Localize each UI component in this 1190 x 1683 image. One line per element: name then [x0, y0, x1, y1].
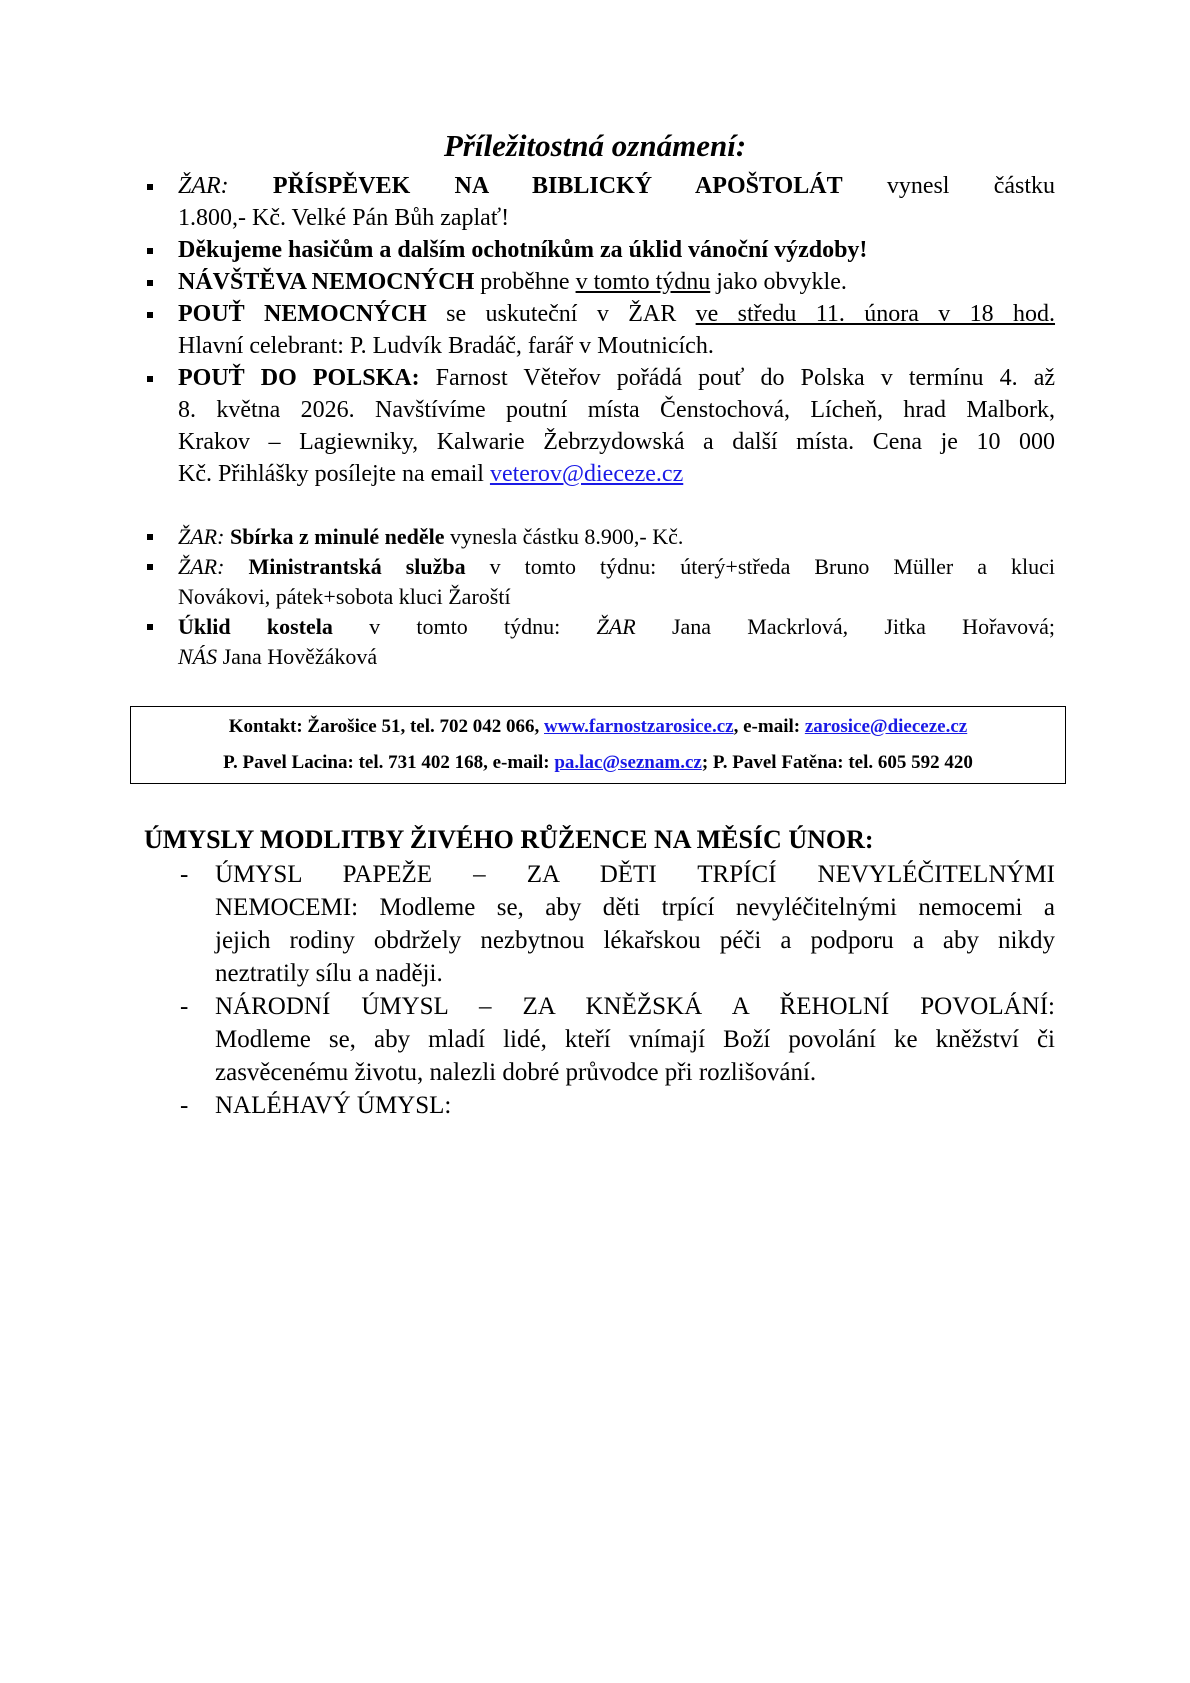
item-text: - NÁRODNÍ ÚMYSL – ZA KNĚŽSKÁ A ŘEHOLNÍ POVOLÁNÍ:	[215, 993, 1055, 1020]
item-text: - ÚMYSL PAPEŽE – ZA DĚTI TRPÍCÍ NEVYLÉČITELNÝMI	[215, 861, 1055, 888]
bold-label: PŘÍSPĚVEK NA BIBLICKÝ APOŠTOLÁT	[272, 173, 843, 199]
bold-label: Sbírka z minulé neděle	[229, 524, 445, 549]
contact-text: Kontakt: Žarošice 51, tel. 702 042 066,	[228, 716, 540, 737]
item-text: NEMOCEMI: Modleme se, aby děti trpící nevyléčitelnými nemocemi a	[215, 894, 1055, 921]
intentions-list	[180, 858, 1055, 1122]
page-title: Příležitostná oznámení:	[443, 128, 747, 163]
item-text: proběhne	[480, 269, 570, 295]
item-text: Hlavní celebrant: P. Ludvík Bradáč, farář v Moutnicích.	[178, 333, 714, 359]
list-item	[147, 234, 1055, 266]
item-text: Novákovi, pátek+sobota kluci Žaroští	[178, 584, 511, 609]
email-link[interactable]: pa.lac@seznam.cz	[554, 752, 702, 773]
item-text: 1.800,- Kč. Velké Pán Bůh zaplať!	[178, 205, 510, 231]
list-item	[147, 170, 1055, 234]
website-link[interactable]: www.farnostzarosice.cz	[544, 716, 734, 737]
item-text: 8. května 2026. Navštívíme poutní místa Čenstochová, Lícheň, hrad Malbork,	[178, 397, 1055, 423]
item-text: Farnost Věteřov pořádá pouť do Polska v termínu 4. až	[435, 365, 1056, 391]
section-title: ÚMYSLY MODLITBY ŽIVÉHO RŮŽENCE NA MĚSÍC ÚNOR:	[144, 825, 874, 854]
list-item	[147, 522, 1055, 552]
item-text: vynesla částku 8.900,- Kč.	[449, 524, 684, 549]
item-text: jako obvykle.	[716, 269, 847, 295]
prefix-label: ŽAR:	[178, 173, 229, 199]
item-text: - NALÉHAVÝ ÚMYSL:	[215, 1092, 452, 1119]
bold-label: Děkujeme hasičům a dalším ochotníkům za úklid vánoční výzdoby!	[178, 237, 868, 263]
list-item	[147, 298, 1055, 362]
item-text: Modleme se, aby mladí lidé, kteří vnímají Boží povolání ke kněžství či	[215, 1026, 1055, 1053]
bold-label: NÁVŠTĚVA NEMOCNÝCH	[178, 269, 475, 295]
item-text: se uskuteční v ŽAR	[446, 301, 677, 327]
list-item	[147, 362, 1055, 490]
bold-label: POUŤ NEMOCNÝCH	[178, 301, 427, 327]
italic-label: NÁS	[178, 644, 218, 669]
list-item	[147, 612, 1055, 672]
item-text: Jana Mackrlová, Jitka Hořavová;	[671, 614, 1056, 639]
weekly-list	[147, 522, 1055, 672]
item-text: zasvěcenému životu, nalezli dobré průvodce při rozlišování.	[215, 1059, 817, 1086]
contact-box	[130, 706, 1066, 784]
prefix-label: ŽAR:	[178, 554, 225, 579]
list-item	[147, 266, 1055, 298]
contact-row	[131, 751, 1065, 775]
item-text: Krakov – Lagiewniky, Kalwarie Žebrzydowská a další místa. Cena je 10 000	[178, 429, 1055, 455]
list-item	[180, 990, 1055, 1089]
underlined-text: ve středu 11. února v 18 hod.	[695, 301, 1056, 327]
prefix-label: ŽAR:	[178, 524, 225, 549]
underlined-text: v tomto týdnu	[575, 269, 711, 295]
item-text: Kč. Přihlášky posílejte na email	[178, 461, 484, 487]
email-link[interactable]: zarosice@dieceze.cz	[804, 716, 968, 737]
bold-label: POUŤ DO POLSKA:	[178, 365, 420, 391]
contact-text: P. Pavel Lacina: tel. 731 402 168, e-mail:	[223, 752, 550, 773]
contact-text: ; P. Pavel Fatěna: tel. 605 592 420	[701, 752, 973, 773]
item-text: v tomto týdnu: úterý+středa Bruno Müller a kluci	[489, 554, 1056, 579]
list-item	[180, 858, 1055, 990]
bold-label: Ministrantská služba	[248, 554, 466, 579]
email-link[interactable]: veterov@dieceze.cz	[489, 461, 684, 487]
list-item	[180, 1089, 1055, 1122]
item-text: v tomto týdnu:	[369, 614, 561, 639]
item-text: neztratily sílu a naději.	[215, 960, 443, 987]
item-text: jejich rodiny obdržely nezbytnou lékařskou péči a podporu a aby nikdy	[215, 927, 1055, 954]
item-text: Jana Hověžáková	[222, 644, 378, 669]
list-item	[147, 552, 1055, 612]
announcements-list	[147, 170, 1055, 490]
contact-text: , e-mail:	[733, 716, 801, 737]
italic-label: ŽAR	[596, 614, 636, 639]
contact-row	[131, 715, 1065, 739]
bold-label: Úklid kostela	[178, 614, 333, 639]
item-text: vynesl částku	[886, 173, 1056, 199]
